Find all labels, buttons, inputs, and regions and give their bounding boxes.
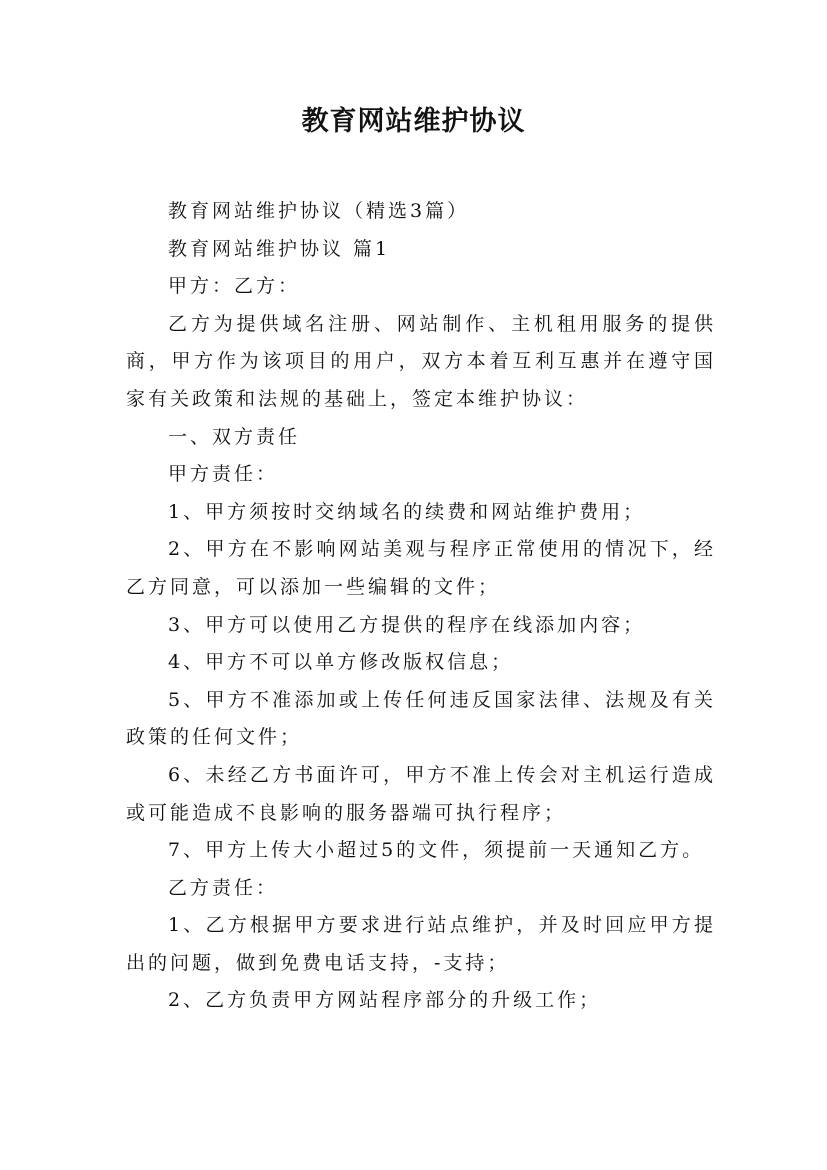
paragraph-party-a-item-2: 2、甲方在不影响网站美观与程序正常使用的情况下，经乙方同意，可以添加一些编辑的文件；	[126, 538, 716, 598]
paragraph-party-a-heading: 甲方责任：	[168, 463, 279, 486]
paragraph-party-b-item-2: 2、乙方负责甲方网站程序部分的升级工作；	[168, 989, 602, 1012]
paragraph-party-a-item-6: 6、未经乙方书面许可，甲方不准上传会对主机运行造成或可能造成不良影响的服务器端可执行程序；	[126, 763, 716, 824]
paragraph-party-a-item-4: 4、甲方不可以单方修改版权信息；	[168, 651, 514, 674]
paragraph-parties: 甲方：乙方：	[168, 275, 301, 298]
paragraph-intro: 乙方为提供域名注册、网站制作、主机租用服务的提供商，甲方作为该项目的用户，双方本着互利互惠并在遵守国家有关政策和法规的基础上，签定本维护协议：	[126, 312, 716, 410]
paragraph-party-a-item-1: 1、甲方须按时交纳域名的续费和网站维护费用；	[168, 500, 646, 523]
paragraph-subtitle: 教育网站维护协议（精选3篇）	[168, 200, 470, 222]
paragraph-section-heading: 教育网站维护协议 篇1	[168, 237, 391, 260]
paragraph-heading-responsibilities: 一、双方责任	[168, 425, 301, 448]
paragraph-party-b-item-1: 1、乙方根据甲方要求进行站点维护，并及时回应甲方提出的问题，做到免费电话支持，-支持；	[126, 914, 716, 974]
document-title: 教育网站维护协议	[301, 106, 526, 137]
document-body	[126, 193, 716, 1020]
paragraph-party-a-item-3: 3、甲方可以使用乙方提供的程序在线添加内容；	[168, 613, 646, 636]
paragraph-party-b-heading: 乙方责任：	[168, 876, 279, 899]
paragraph-party-a-item-7: 7、甲方上传大小超过5的文件，须提前一天通知乙方。	[168, 839, 705, 862]
paragraph-party-a-item-5: 5、甲方不准添加或上传任何违反国家法律、法规及有关政策的任何文件；	[126, 688, 716, 749]
